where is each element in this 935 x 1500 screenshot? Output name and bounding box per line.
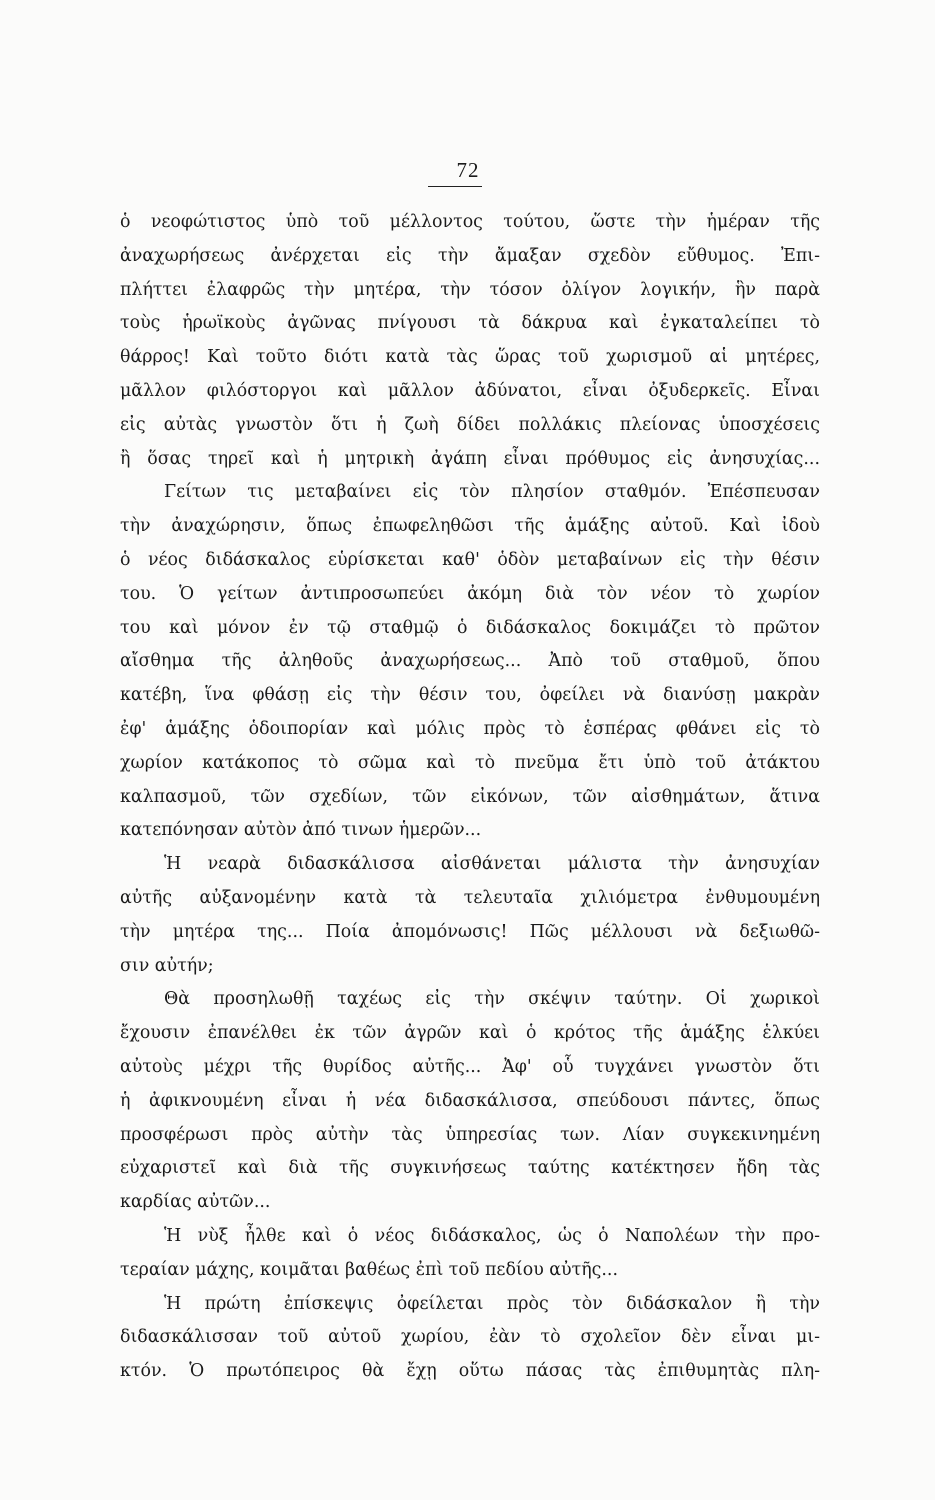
text-line: μᾶλλον φιλόστοργοι καὶ μᾶλλον ἀδύνατοι, εἶναι ὀξυδερκεῖς. Εἶναι [120,380,820,401]
text-line: πλήττει ἐλαφρῶς τὴν μητέρα, τὴν τόσον ὀλίγον λογικήν, ἣν παρὰ [120,279,820,300]
text-line: ἐφ' ἁμάξης ὁδοιπορίαν καὶ μόλις πρὸς τὸ ἑσπέρας φθάνει εἰς τὸ [120,718,820,739]
text-line: αὐτοὺς μέχρι τῆς θυρίδος αὐτῆς... Ἀφ' οὗ τυγχάνει γνωστὸν ὅτι [120,1056,820,1077]
text-line: Ἡ πρώτη ἐπίσκεψις ὀφείλεται πρὸς τὸν διδάσκαλον ἢ τὴν [164,1293,820,1314]
text-line: ὁ νεοφώτιστος ὑπὸ τοῦ μέλλοντος τούτου, ὥστε τὴν ἡμέραν τῆς [120,212,820,232]
text-line: κατεπόνησαν αὐτὸν ἀπό τινων ἡμερῶν... [120,820,482,841]
text-line: του καὶ μόνον ἐν τῷ σταθμῷ ὁ διδάσκαλος δοκιμάζει τὸ πρῶτον [120,617,820,638]
text-line: σιν αὐτήν; [120,955,214,976]
text-line: κατέβη, ἵνα φθάσῃ εἰς τὴν θέσιν του, ὀφείλει νὰ διανύσῃ μακρὰν [120,685,820,706]
text-line: αἴσθημα τῆς ἀληθοῦς ἀναχωρήσεως... Ἀπὸ τοῦ σταθμοῦ, ὅπου [120,651,820,672]
text-line: τὴν μητέρα της... Ποία ἀπομόνωσις! Πῶς μέλλουσι νὰ δεξιωθῶ- [120,921,820,942]
text-line: ἀναχωρήσεως ἀνέρχεται εἰς τὴν ἄμαξαν σχεδὸν εὔθυμος. Ἐπι- [120,245,820,266]
body-text [120,206,820,1389]
text-line: τοὺς ἡρωϊκοὺς ἀγῶνας πνίγουσι τὰ δάκρυα καὶ ἐγκαταλείπει τὸ [120,313,820,334]
text-line: Θὰ προσηλωθῇ ταχέως εἰς τὴν σκέψιν ταύτην. Οἱ χωρικοὶ [164,989,820,1010]
text-line: ἡ ἀφικνουμένη εἶναι ἡ νέα διδασκάλισσα, σπεύδουσι πάντες, ὅπως [120,1090,820,1111]
text-line: ὁ νέος διδάσκαλος εὑρίσκεται καθ' ὁδὸν μεταβαίνων εἰς τὴν θέσιν [120,549,820,570]
text-line: Ἡ νεαρὰ διδασκάλισσα αἰσθάνεται μάλιστα τὴν ἀνησυχίαν [164,854,820,875]
text-line: προσφέρωσι πρὸς αὐτὴν τὰς ὑπηρεσίας των. Λίαν συγκεκινημένη [120,1124,820,1145]
text-line: εἰς αὐτὰς γνωστὸν ὅτι ἡ ζωὴ δίδει πολλάκις πλείονας ὑποσχέσεις [120,414,820,435]
page-number: 72 [456,158,480,182]
text-line: χωρίον κατάκοπος τὸ σῶμα καὶ τὸ πνεῦμα ἔτι ὑπὸ τοῦ ἀτάκτου [120,752,820,773]
text-line: Ἡ νὺξ ἦλθε καὶ ὁ νέος διδάσκαλος, ὡς ὁ Ναπολέων τὴν προ- [164,1225,820,1246]
page-number-rule [428,186,482,187]
text-line: καλπασμοῦ, τῶν σχεδίων, τῶν εἰκόνων, τῶν αἰσθημάτων, ἅτινα [120,786,820,807]
text-line: Γείτων τις μεταβαίνει εἰς τὸν πλησίον σταθμόν. Ἐπέσπευσαν [164,482,820,503]
text-line: τὴν ἀναχώρησιν, ὅπως ἐπωφεληθῶσι τῆς ἁμάξης αὐτοῦ. Καὶ ἰδοὺ [120,516,820,537]
text-line: αὐτῆς αὐξανομένην κατὰ τὰ τελευταῖα χιλιόμετρα ἐνθυμουμένη [120,887,820,908]
text-line: του. Ὁ γείτων ἀντιπροσωπεύει ἀκόμη διὰ τὸν νέον τὸ χωρίον [120,583,820,604]
text-line: θάρρος! Καὶ τοῦτο διότι κατὰ τὰς ὥρας τοῦ χωρισμοῦ αἱ μητέρες, [120,347,820,368]
text-line: ἢ ὅσας τηρεῖ καὶ ἡ μητρικὴ ἀγάπη εἶναι πρόθυμος εἰς ἀνησυχίας... [120,448,820,469]
text-line: ἔχουσιν ἐπανέλθει ἐκ τῶν ἀγρῶν καὶ ὁ κρότος τῆς ἁμάξης ἑλκύει [120,1023,820,1044]
text-line: καρδίας αὐτῶν... [120,1192,271,1213]
text-line: εὐχαριστεῖ καὶ διὰ τῆς συγκινήσεως ταύτης κατέκτησεν ἤδη τὰς [120,1158,820,1179]
text-line: κτόν. Ὁ πρωτόπειρος θὰ ἔχῃ οὕτω πάσας τὰς ἐπιθυμητὰς πλη- [120,1361,820,1382]
text-line: διδασκάλισσαν τοῦ αὐτοῦ χωρίου, ἐὰν τὸ σχολεῖον δὲν εἶναι μι- [120,1327,820,1348]
text-line: τεραίαν μάχης, κοιμᾶται βαθέως ἐπὶ τοῦ πεδίου αὐτῆς... [120,1259,618,1280]
